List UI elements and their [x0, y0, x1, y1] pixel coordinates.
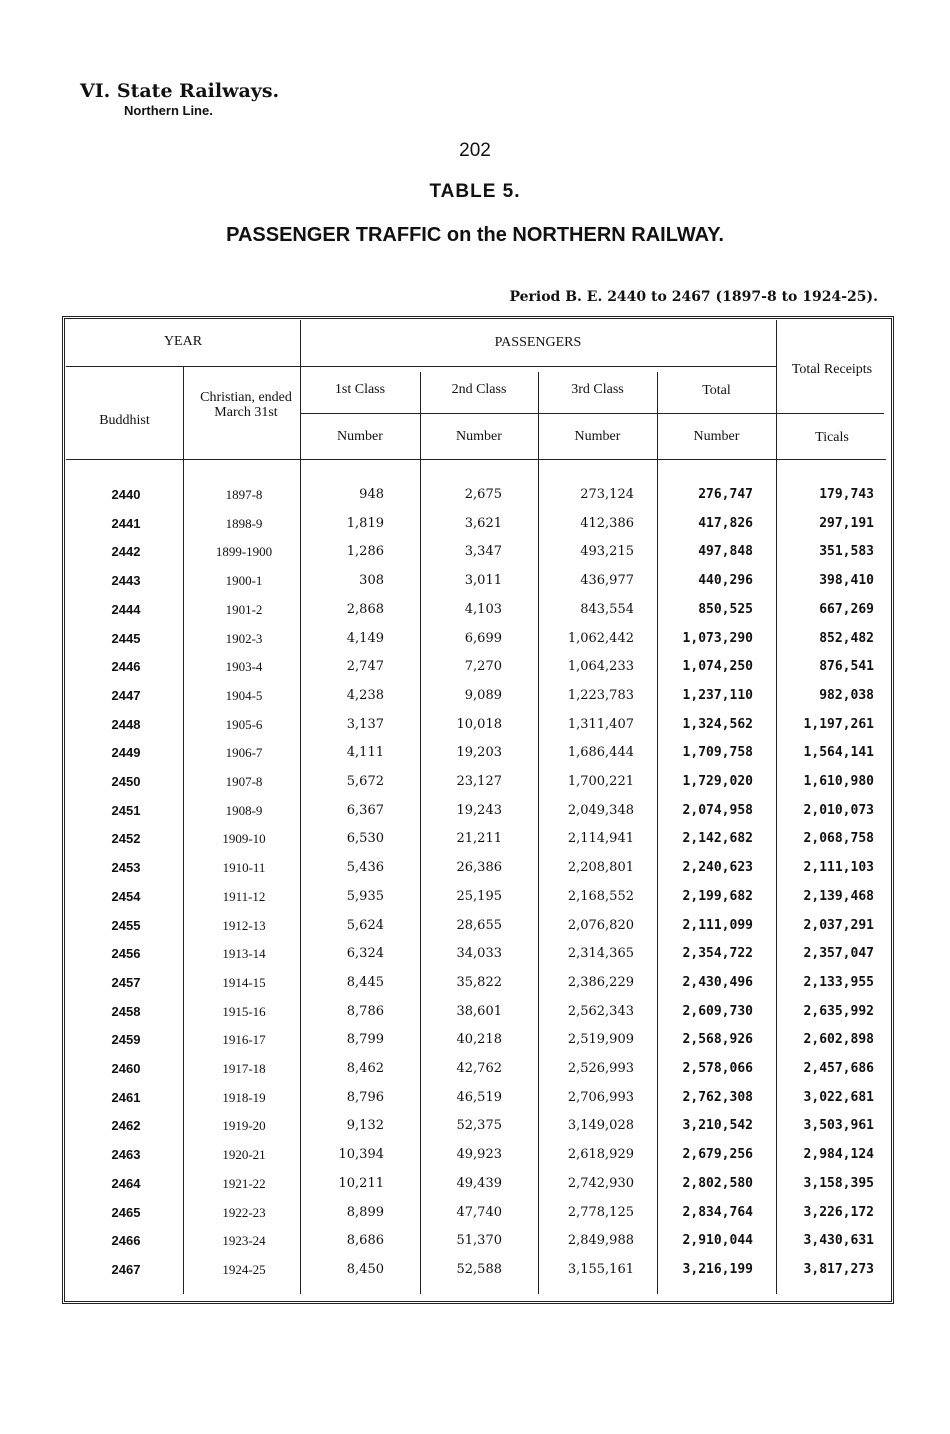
first-class-number-cell: 8,462	[346, 1061, 384, 1076]
christian-year-cell: 1906-7	[225, 745, 263, 761]
third-class-number-cell: 1,686,444	[567, 745, 634, 761]
row-divider	[300, 413, 884, 414]
total-number-cell: 1,729,020	[682, 774, 753, 789]
section-subtitle: Northern Line.	[124, 103, 213, 118]
row-divider	[66, 366, 300, 367]
first-class-number-cell: 5,624	[346, 917, 384, 933]
second-class-number-cell: 52,588	[456, 1261, 502, 1277]
total-number-cell: 1,237,110	[682, 687, 753, 703]
total-receipts-cell: 2,068,758	[803, 831, 874, 847]
table-row	[66, 1176, 886, 1204]
christian-year-cell: 1915-16	[222, 1003, 266, 1019]
table-row	[66, 803, 886, 831]
buddhist-year-cell: 2465	[111, 1204, 141, 1220]
total-receipts-cell: 1,564,141	[803, 745, 874, 761]
second-class-number-cell: 51,370	[456, 1233, 502, 1249]
first-class-number-cell: 5,935	[346, 888, 384, 904]
christian-year-cell: 1910-11	[222, 860, 266, 876]
total-receipts-cell: 2,635,992	[803, 1003, 874, 1019]
christian-year-cell: 1920-21	[222, 1147, 266, 1163]
buddhist-year-cell: 2445	[111, 630, 141, 646]
header-number: Number	[693, 429, 740, 444]
total-number-cell: 2,679,256	[682, 1147, 753, 1163]
table-row	[66, 1090, 886, 1118]
table-row	[66, 688, 886, 716]
total-receipts-cell: 2,037,291	[803, 917, 874, 933]
third-class-number-cell: 2,742,930	[567, 1175, 634, 1191]
total-number-cell: 1,074,250	[682, 659, 753, 675]
christian-year-cell: 1904-5	[225, 687, 263, 703]
third-class-number-cell: 273,124	[580, 487, 634, 502]
christian-year-cell: 1900-1	[225, 573, 263, 589]
total-number-cell: 850,525	[698, 601, 753, 617]
header-third-class: 3rd Class	[571, 382, 624, 397]
buddhist-year-cell: 2443	[111, 573, 141, 589]
buddhist-year-cell: 2467	[111, 1261, 141, 1277]
christian-year-cell: 1919-20	[222, 1118, 266, 1134]
second-class-number-cell: 34,033	[456, 946, 502, 962]
first-class-number-cell: 6,367	[346, 802, 384, 818]
total-number-cell: 1,073,290	[682, 630, 753, 646]
row-divider	[300, 366, 776, 367]
first-class-number-cell: 10,211	[338, 1175, 384, 1191]
second-class-number-cell: 42,762	[456, 1061, 502, 1076]
table-row	[66, 602, 886, 630]
table-row	[66, 889, 886, 917]
total-receipts-cell: 3,022,681	[803, 1089, 874, 1105]
second-class-number-cell: 47,740	[456, 1204, 502, 1220]
first-class-number-cell: 3,137	[346, 716, 384, 732]
buddhist-year-cell: 2460	[111, 1061, 141, 1076]
third-class-number-cell: 3,149,028	[567, 1118, 634, 1134]
christian-year-cell: 1905-6	[225, 716, 263, 732]
total-number-cell: 2,568,926	[682, 1032, 753, 1048]
third-class-number-cell: 2,706,993	[567, 1089, 634, 1105]
table-row	[66, 544, 886, 572]
buddhist-year-cell: 2446	[111, 659, 141, 675]
christian-year-cell: 1924-25	[222, 1261, 266, 1277]
third-class-number-cell: 2,849,988	[567, 1233, 634, 1249]
total-receipts-cell: 297,191	[819, 515, 874, 531]
third-class-number-cell: 1,064,233	[567, 659, 634, 675]
christian-year-cell: 1907-8	[225, 774, 263, 789]
christian-year-cell: 1903-4	[225, 659, 263, 675]
table-row	[66, 1205, 886, 1233]
first-class-number-cell: 2,868	[346, 601, 384, 617]
table-title: PASSENGER TRAFFIC on the NORTHERN RAILWAY.	[226, 224, 724, 246]
buddhist-year-cell: 2462	[111, 1118, 141, 1134]
total-receipts-cell: 1,197,261	[803, 716, 874, 732]
total-number-cell: 3,216,199	[682, 1261, 753, 1277]
table-row	[66, 631, 886, 659]
header-passengers: PASSENGERS	[494, 335, 582, 350]
total-receipts-cell: 2,111,103	[803, 860, 874, 876]
first-class-number-cell: 8,686	[346, 1233, 384, 1249]
christian-year-cell: 1898-9	[225, 515, 263, 531]
buddhist-year-cell: 2444	[111, 601, 141, 617]
table-number: TABLE 5.	[429, 181, 521, 202]
buddhist-year-cell: 2453	[111, 860, 141, 876]
total-receipts-cell: 982,038	[819, 687, 874, 703]
second-class-number-cell: 19,243	[456, 802, 502, 818]
buddhist-year-cell: 2440	[111, 487, 141, 502]
header-ticals: Ticals	[815, 430, 849, 445]
buddhist-year-cell: 2441	[111, 515, 141, 531]
header-total: Total	[702, 383, 731, 398]
total-receipts-cell: 876,541	[819, 659, 874, 675]
christian-year-cell: 1913-14	[222, 946, 266, 962]
table-row	[66, 1061, 886, 1089]
buddhist-year-cell: 2461	[111, 1089, 141, 1105]
table-row	[66, 573, 886, 601]
table-row	[66, 1032, 886, 1060]
first-class-number-cell: 5,436	[346, 860, 384, 876]
total-number-cell: 2,609,730	[682, 1003, 753, 1019]
second-class-number-cell: 38,601	[456, 1003, 502, 1019]
buddhist-year-cell: 2456	[111, 946, 141, 962]
total-receipts-cell: 3,817,273	[803, 1261, 874, 1277]
third-class-number-cell: 843,554	[580, 601, 634, 617]
third-class-number-cell: 1,062,442	[567, 630, 634, 646]
total-number-cell: 2,199,682	[682, 888, 753, 904]
third-class-number-cell: 2,049,348	[567, 802, 634, 818]
total-receipts-cell: 398,410	[819, 573, 874, 589]
third-class-number-cell: 436,977	[580, 573, 634, 589]
third-class-number-cell: 2,519,909	[567, 1032, 634, 1048]
total-number-cell: 3,210,542	[682, 1118, 753, 1134]
total-receipts-cell: 179,743	[819, 487, 874, 502]
second-class-number-cell: 26,386	[456, 860, 502, 876]
buddhist-year-cell: 2458	[111, 1003, 141, 1019]
third-class-number-cell: 412,386	[580, 515, 634, 531]
header-buddhist: Buddhist	[99, 413, 150, 428]
christian-year-cell: 1908-9	[225, 802, 263, 818]
christian-year-cell: 1918-19	[222, 1089, 266, 1105]
total-receipts-cell: 2,133,955	[803, 974, 874, 990]
total-number-cell: 497,848	[698, 544, 753, 560]
third-class-number-cell: 2,526,993	[567, 1061, 634, 1076]
table-row	[66, 975, 886, 1003]
header-christian: Christian, ended March 31st	[200, 390, 292, 420]
table-row	[66, 831, 886, 859]
header-second-class: 2nd Class	[451, 382, 507, 397]
christian-year-cell: 1901-2	[225, 601, 263, 617]
total-number-cell: 2,354,722	[682, 946, 753, 962]
header-total-receipts: Total Receipts	[791, 362, 873, 377]
second-class-number-cell: 7,270	[464, 659, 502, 675]
second-class-number-cell: 35,822	[456, 974, 502, 990]
buddhist-year-cell: 2447	[111, 687, 141, 703]
second-class-number-cell: 2,675	[464, 487, 502, 502]
christian-year-cell: 1897-8	[225, 487, 263, 502]
christian-year-cell: 1921-22	[222, 1175, 266, 1191]
table-row	[66, 918, 886, 946]
total-number-cell: 2,802,580	[682, 1175, 753, 1191]
page-number: 202	[459, 140, 491, 161]
total-receipts-cell: 667,269	[819, 601, 874, 617]
third-class-number-cell: 3,155,161	[567, 1261, 634, 1277]
table-row	[66, 717, 886, 745]
third-class-number-cell: 1,311,407	[567, 716, 634, 732]
third-class-number-cell: 2,386,229	[567, 974, 634, 990]
second-class-number-cell: 46,519	[456, 1089, 502, 1105]
second-class-number-cell: 28,655	[456, 917, 502, 933]
christian-year-cell: 1923-24	[222, 1233, 266, 1249]
first-class-number-cell: 2,747	[346, 659, 384, 675]
second-class-number-cell: 3,621	[464, 515, 502, 531]
buddhist-year-cell: 2455	[111, 917, 141, 933]
table-row	[66, 659, 886, 687]
total-receipts-cell: 2,602,898	[803, 1032, 874, 1048]
first-class-number-cell: 8,445	[346, 974, 384, 990]
first-class-number-cell: 4,149	[346, 630, 384, 646]
section-title: VI. State Railways.	[80, 80, 280, 102]
christian-year-cell: 1922-23	[222, 1204, 266, 1220]
total-number-cell: 1,709,758	[682, 745, 753, 761]
third-class-number-cell: 2,562,343	[567, 1003, 634, 1019]
total-receipts-cell: 2,010,073	[803, 802, 874, 818]
total-receipts-cell: 2,357,047	[803, 946, 874, 962]
period-caption: Period B. E. 2440 to 2467 (1897-8 to 1924-25).	[509, 289, 878, 305]
christian-year-cell: 1911-12	[222, 888, 266, 904]
total-receipts-cell: 351,583	[819, 544, 874, 560]
total-receipts-cell: 3,158,395	[803, 1175, 874, 1191]
total-receipts-cell: 3,430,631	[803, 1233, 874, 1249]
first-class-number-cell: 6,324	[346, 946, 384, 962]
table-row	[66, 516, 886, 544]
total-number-cell: 1,324,562	[682, 716, 753, 732]
table-row	[66, 745, 886, 773]
header-year: YEAR	[163, 334, 203, 349]
table-row	[66, 1147, 886, 1175]
first-class-number-cell: 6,530	[346, 831, 384, 847]
total-receipts-cell: 2,984,124	[803, 1147, 874, 1163]
total-receipts-cell: 2,139,468	[803, 888, 874, 904]
buddhist-year-cell: 2459	[111, 1032, 141, 1048]
buddhist-year-cell: 2442	[111, 544, 141, 560]
second-class-number-cell: 3,347	[464, 544, 502, 560]
total-number-cell: 2,578,066	[682, 1061, 753, 1076]
first-class-number-cell: 8,899	[346, 1204, 384, 1220]
total-number-cell: 2,430,496	[682, 974, 753, 990]
buddhist-year-cell: 2452	[111, 831, 141, 847]
second-class-number-cell: 49,439	[456, 1175, 502, 1191]
total-number-cell: 417,826	[698, 515, 753, 531]
total-receipts-cell: 2,457,686	[803, 1061, 874, 1076]
second-class-number-cell: 21,211	[456, 831, 502, 847]
buddhist-year-cell: 2451	[111, 802, 141, 818]
table-row	[66, 774, 886, 802]
christian-year-cell: 1912-13	[222, 917, 266, 933]
first-class-number-cell: 8,450	[346, 1261, 384, 1277]
third-class-number-cell: 2,618,929	[567, 1147, 634, 1163]
total-number-cell: 2,074,958	[682, 802, 753, 818]
third-class-number-cell: 1,223,783	[567, 687, 634, 703]
header-number: Number	[337, 429, 383, 444]
third-class-number-cell: 2,208,801	[567, 860, 634, 876]
first-class-number-cell: 10,394	[338, 1147, 384, 1163]
third-class-number-cell: 2,778,125	[567, 1204, 634, 1220]
total-receipts-cell: 3,503,961	[803, 1118, 874, 1134]
table-row	[66, 860, 886, 888]
first-class-number-cell: 8,786	[346, 1003, 384, 1019]
first-class-number-cell: 5,672	[346, 774, 384, 789]
first-class-number-cell: 308	[359, 573, 384, 589]
header-number: Number	[574, 429, 621, 444]
first-class-number-cell: 4,111	[346, 745, 384, 761]
first-class-number-cell: 8,796	[346, 1089, 384, 1105]
christian-year-cell: 1902-3	[225, 630, 263, 646]
total-number-cell: 2,240,623	[682, 860, 753, 876]
first-class-number-cell: 4,238	[346, 687, 384, 703]
buddhist-year-cell: 2454	[111, 888, 141, 904]
second-class-number-cell: 4,103	[464, 601, 502, 617]
second-class-number-cell: 6,699	[464, 630, 502, 646]
third-class-number-cell: 2,114,941	[567, 831, 634, 847]
first-class-number-cell: 9,132	[346, 1118, 384, 1134]
third-class-number-cell: 493,215	[580, 544, 634, 560]
buddhist-year-cell: 2463	[111, 1147, 141, 1163]
buddhist-year-cell: 2450	[111, 774, 141, 789]
first-class-number-cell: 1,286	[346, 544, 384, 560]
total-number-cell: 2,910,044	[682, 1233, 753, 1249]
second-class-number-cell: 49,923	[456, 1147, 502, 1163]
table-row	[66, 1118, 886, 1146]
total-number-cell: 2,111,099	[682, 917, 753, 933]
table-row	[66, 1233, 886, 1261]
total-receipts-cell: 852,482	[819, 630, 874, 646]
christian-year-cell: 1917-18	[222, 1061, 266, 1076]
second-class-number-cell: 10,018	[456, 716, 502, 732]
third-class-number-cell: 1,700,221	[567, 774, 634, 789]
table-row	[66, 1004, 886, 1032]
christian-year-cell: 1899-1900	[215, 544, 273, 560]
second-class-number-cell: 52,375	[456, 1118, 502, 1134]
second-class-number-cell: 40,218	[456, 1032, 502, 1048]
total-receipts-cell: 1,610,980	[803, 774, 874, 789]
second-class-number-cell: 23,127	[456, 774, 502, 789]
header-bottom-rule	[66, 459, 886, 460]
total-number-cell: 2,142,682	[682, 831, 753, 847]
christian-year-cell: 1916-17	[222, 1032, 266, 1048]
first-class-number-cell: 8,799	[346, 1032, 384, 1048]
third-class-number-cell: 2,314,365	[567, 946, 634, 962]
total-number-cell: 2,762,308	[682, 1089, 753, 1105]
table-row	[66, 1262, 886, 1290]
third-class-number-cell: 2,076,820	[567, 917, 634, 933]
buddhist-year-cell: 2449	[111, 745, 141, 761]
total-number-cell: 440,296	[698, 573, 753, 589]
christian-year-cell: 1909-10	[222, 831, 266, 847]
total-number-cell: 2,834,764	[682, 1204, 753, 1220]
table-row	[66, 487, 886, 515]
third-class-number-cell: 2,168,552	[567, 888, 634, 904]
first-class-number-cell: 948	[359, 487, 384, 502]
table-row	[66, 946, 886, 974]
buddhist-year-cell: 2448	[111, 716, 141, 732]
second-class-number-cell: 9,089	[464, 687, 502, 703]
total-number-cell: 276,747	[698, 487, 753, 502]
header-first-class: 1st Class	[334, 382, 386, 397]
buddhist-year-cell: 2466	[111, 1233, 141, 1249]
second-class-number-cell: 25,195	[456, 888, 502, 904]
second-class-number-cell: 19,203	[456, 745, 502, 761]
christian-year-cell: 1914-15	[222, 974, 266, 990]
second-class-number-cell: 3,011	[464, 573, 502, 589]
first-class-number-cell: 1,819	[346, 515, 384, 531]
header-number: Number	[456, 429, 502, 444]
buddhist-year-cell: 2457	[111, 974, 141, 990]
buddhist-year-cell: 2464	[111, 1175, 141, 1191]
total-receipts-cell: 3,226,172	[803, 1204, 874, 1220]
